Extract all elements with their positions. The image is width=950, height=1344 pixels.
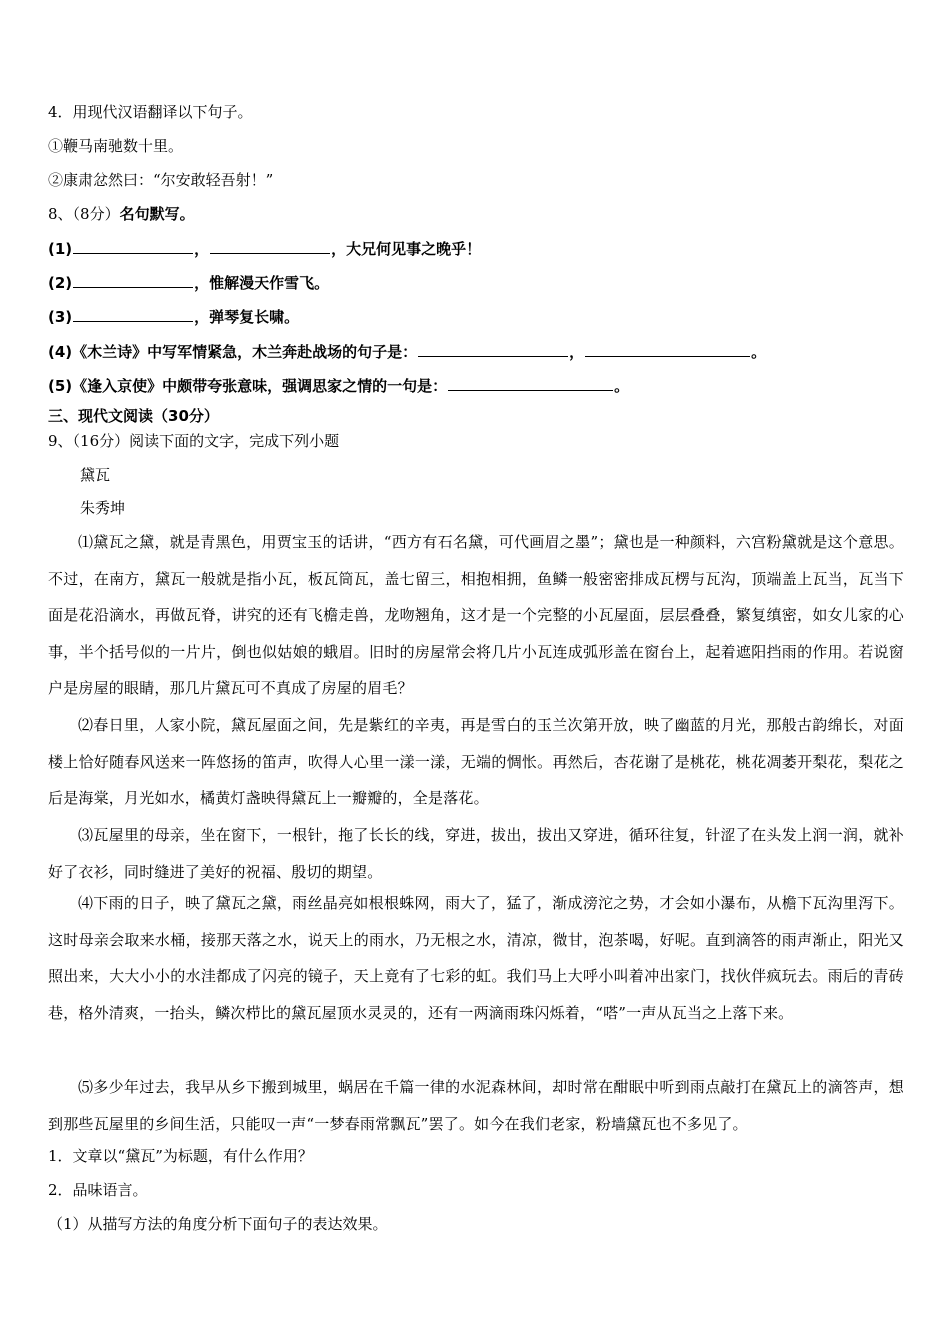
article-author: 朱秀坤 (80, 499, 126, 517)
q9-intro: 9、（16分）阅读下面的文字，完成下列小题 (48, 432, 340, 450)
q8-item-1-label: (1) (48, 240, 73, 258)
article-paragraph-2: ⑵春日里，人家小院，黛瓦屋面之间，先是紫红的辛夷，再是雪白的玉兰次第开放，映了幽蓝的月光，那般古韵绵长，对面楼上恰好随春风送来一阵悠扬的笛声，吹得人心里一漾一漾，无端的惆怅。再然后，杏花谢了是桃花，桃花凋萎开梨花，梨花之后是海棠，月光如水，橘黄灯盏映得黛瓦上一瓣瓣的，全是落花。 (48, 716, 904, 808)
q8-item-3-text: ，弹琴复长啸。 (194, 308, 300, 326)
sub-question-2: 2．品味语言。 (48, 1181, 148, 1199)
q8-item-3-label: (3) (48, 308, 73, 326)
article-title: 黛瓦 (80, 466, 111, 484)
article-paragraph-4: ⑷下雨的日子，映了黛瓦之黛，雨丝晶亮如根根蛛网，雨大了，猛了，渐成滂沱之势，才会如小瀑布，从檐下瓦沟里泻下。这时母亲会取来水桶，接那天落之水，说天上的雨水，乃无根之水，清凉，微甘，泡茶喝，好呢。直到滴答的雨声渐止，阳光又照出来，大大小小的水洼都成了闪亮的镜子，天上竟有了七彩的虹。我们马上大呼小叫着冲出家门，找伙伴疯玩去。雨后的青砖巷，格外清爽，一抬头，鳞次栉比的黛瓦屋顶水灵灵的，还有一两滴雨珠闪烁着，“嗒”一声从瓦当之上落下来。 (48, 894, 904, 1022)
q8-item-4-end: 。 (751, 343, 767, 361)
q8-item-5 (48, 375, 629, 396)
section-3-title: 三、现代文阅读（30分） (48, 407, 219, 425)
q8-item-2-label: (2) (48, 274, 73, 292)
answer-blank[interactable] (448, 375, 613, 391)
q8-item-5-end: 。 (614, 377, 630, 395)
answer-blank[interactable] (585, 341, 750, 357)
answer-blank[interactable] (73, 306, 193, 322)
q8-heading (48, 204, 195, 224)
q8-number: 8、（8分） (48, 205, 120, 223)
answer-blank[interactable] (210, 238, 330, 254)
answer-blank[interactable] (73, 272, 193, 288)
q8-item-2-text: ，惟解漫天作雪飞。 (194, 274, 330, 292)
article-paragraph-1: ⑴黛瓦之黛，就是青黑色，用贾宝玉的话讲，“西方有石名黛，可代画眉之墨”；黛也是一种颜料，六宫粉黛就是这个意思。不过，在南方，黛瓦一般就是指小瓦，板瓦筒瓦，盖七留三，相抱相拥，鱼鳞一般密密排成瓦楞与瓦沟，顶端盖上瓦当，瓦当下面是花沿滴水，再做瓦脊，讲究的还有飞檐走兽，龙吻翘角，这才是一个完整的小瓦屋面，层层叠叠，繁复缜密，如女儿家的心事，半个括号似的一片片，倒也似姑娘的蛾眉。旧时的房屋常会将几片小瓦连成弧形盖在窗台上，起着遮阳挡雨的作用。若说窗户是房屋的眼睛，那几片黛瓦可不真成了房屋的眉毛？ (48, 533, 904, 698)
q8-item-1-text: ，大兄何见事之晚乎！ (331, 240, 482, 258)
q8-item-1-separator: ， (194, 240, 210, 258)
article-paragraph-5: ⑸多少年过去，我早从乡下搬到城里，蜗居在千篇一律的水泥森林间，却时常在酣眠中听到雨点敲打在黛瓦上的滴答声，想到那些瓦屋里的乡间生活，只能叹一声“一梦春雨常飘瓦”罢了。如今在我们老家，粉墙黛瓦也不多见了。 (48, 1078, 904, 1133)
q8-item-4-text: (4)《木兰诗》中写军情紧急，木兰奔赴战场的句子是： (48, 343, 418, 361)
q8-item-2 (48, 272, 329, 293)
article-paragraph-3: ⑶瓦屋里的母亲，坐在窗下，一根针，拖了长长的线，穿进，拔出，拔出又穿进，循环往复，针涩了在头发上润一润，就补好了衣衫，同时缝进了美好的祝福、殷切的期望。 (48, 826, 904, 881)
q8-title: 名句默写。 (119, 205, 195, 223)
q8-item-5-text: (5)《逢入京使》中颇带夸张意味，强调思家之情的一句是： (48, 377, 448, 395)
q4-heading: 4．用现代汉语翻译以下句子。 (48, 103, 253, 121)
sub-question-1: 1．文章以“黛瓦”为标题，有什么作用？ (48, 1147, 313, 1165)
q4-sentence-1: ①鞭马南驰数十里。 (48, 137, 184, 155)
q8-item-4 (48, 341, 766, 362)
q4-sentence-2: ②康肃忿然曰：“尔安敢轻吾射！” (48, 171, 274, 189)
answer-blank[interactable] (418, 341, 568, 357)
q8-item-3 (48, 306, 299, 327)
q8-item-1 (48, 238, 481, 259)
q8-item-4-separator: ， (569, 343, 585, 361)
answer-blank[interactable] (73, 238, 193, 254)
sub-question-2-1: （1）从描写方法的角度分析下面句子的表达效果。 (48, 1215, 388, 1233)
